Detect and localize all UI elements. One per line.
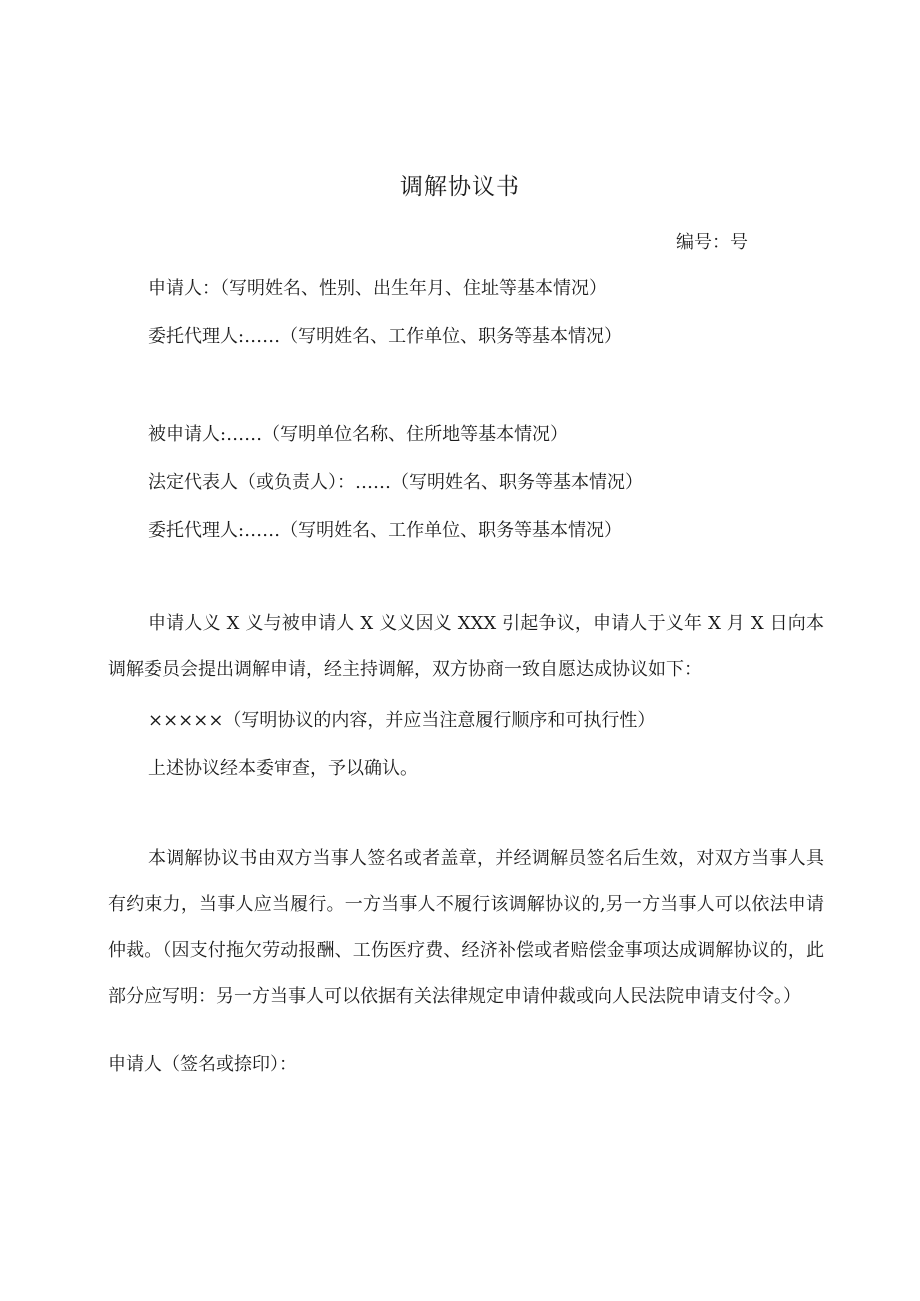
- applicant-line: 申请人：（写明姓名、性别、出生年月、住址等基本情况）: [148, 278, 607, 299]
- respondent-agent-line: 委托代理人:……（写明姓名、工作单位、职务等基本情况）: [148, 520, 623, 541]
- legal-representative-line: 法定代表人（或负责人）：……（写明姓名、职务等基本情况）: [148, 472, 643, 493]
- applicant-agent-line: 委托代理人:……（写明姓名、工作单位、职务等基本情况）: [148, 326, 623, 347]
- agreement-content-line: ×××××（写明协议的内容，并应当注意履行顺序和可执行性）: [148, 710, 656, 731]
- effect-paragraph: 本调解协议书由双方当事人签名或者盖章，并经调解员签名后生效，对双方当事人具有约束力，当事人应当履行。一方当事人不履行该调解协议的,另一方当事人可以依法申请仲裁。（因支付拖欠劳动报酬、工伤医疗费、经济补偿或者赔偿金事项达成调解协议的，此部分应写明：另一方当事人可以依据有关法律规定申请仲裁或向人民法院申请支付令。）: [108, 848, 824, 1007]
- dispute-paragraph: 申请人义 X 义与被申请人 X 义义因义 XXX 引起争议，申请人于义年 X 月 X 日向本调解委员会提出调解申请，经主持调解，双方协商一致自愿达成协议如下：: [108, 613, 824, 680]
- confirmation-line: 上述协议经本委审查，予以确认。: [148, 758, 418, 779]
- document-title: 调解协议书: [400, 174, 520, 200]
- signature-line: 申请人（签名或捺印）：: [108, 1054, 297, 1075]
- respondent-line: 被申请人:……（写明单位名称、住所地等基本情况）: [148, 424, 569, 445]
- document-number: 编号：号: [676, 232, 748, 253]
